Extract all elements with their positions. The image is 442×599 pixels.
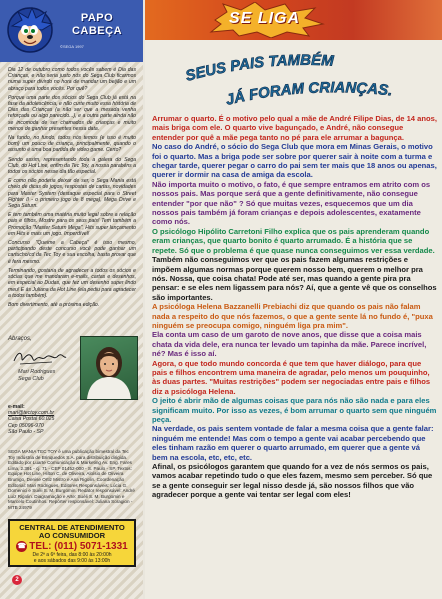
editorial-paragraph: E como não poderia deixar de ser, o Sega Mania está cheio de dicas de jogos, respostas de cartas, novidades para Master System (destaque especial para o Street Fighter II - o primeiro jogo de 8 mega), Mega Drive e Sega Saturn. [8, 178, 136, 210]
headline-line-1: SEUS PAIS TAMBÉM [183, 51, 335, 85]
page-number: 2 [12, 575, 22, 585]
signature-block [18, 369, 55, 382]
closing-text: Abraços, [8, 336, 32, 342]
signature-name: Mari Rodrigues [18, 369, 56, 375]
central-title [10, 524, 134, 540]
copyright-text: ©SEGA 1997 [60, 44, 84, 49]
address-line: São Paulo - SP [8, 428, 44, 435]
central-atendimento-box [8, 519, 136, 567]
address-line: Caixa Postal 60.025 [8, 416, 55, 423]
papo-cabeca-title [58, 12, 136, 38]
title-line-1: PAPO [80, 12, 114, 24]
editorial-paragraph: E tem também uma matéria muito legal sobre a relação pais e filhos. Mostre para os seus pais! Tem também a Promoção "Master Saturn Mega", Hits super lançamento em Hits e mais um jogo. Imperdível! [8, 212, 136, 237]
article-paragraph: O jeito é abrir mão de algumas coisas que para nós não são nada e para eles significam muito. Por isso as vezes, é bom arrumar o quarto sem que ninguém peça. [152, 396, 437, 424]
editorial-paragraph: Na fundo, no fundo, todos nós temos (e isso é muito bom) um pouco de criança, principalmente, quando o assunto é uma boa partida de video game. Certo? [8, 135, 136, 154]
title-line-2: CABEÇA [71, 25, 123, 37]
sonic-mascot-icon [6, 6, 54, 54]
address-line: Cep 05096-970 [8, 422, 44, 429]
section-title: SE LIGA [229, 10, 301, 27]
editorial-paragraph: Concurso "Queime a Cabeça" é isso mesmo, participando deste concurso você pode ganhar um cartucho/cd da Tec Toy e sua escolha, basta provar que é fera mesmo. [8, 240, 136, 265]
editorial-paragraph: Terminando, gostaria de agradecer a todos os sócios e sócias que me mandaram e-mails, cartas e desenhos, em especial ao Dudas, que fez um desenho super lindo meu! E às Juliana da Hot Line (ela pediu para agradecer a todos também). [8, 267, 136, 299]
phone-number[interactable]: TEL: (011) 5071-1331 [29, 541, 128, 553]
editorial-paragraph: Porque uma parte dos sócios do Sega Club já está na fase da adolescência, e não curte muito essa história de Dias das Crianças (a não ser que a mesada venha reforçada ou algo parecido...), e a outra parte ainda não se incomoda de ser chamados de crianças e muito menos de ganhar presentes nessa data. [8, 94, 136, 132]
article-paragraph: A psicóloga Helena Bazzanelli Prebiachi diz que quando os pais não falam nada a respeito do que nós fazemos, o que a gente sente lá no fundo é, "puxa ninguém se preocupa comigo, ninguém liga pra mim". [152, 302, 433, 330]
email-label: e-mail: [8, 404, 25, 410]
article-paragraph: Agora, o que todo mundo concorda é que tem que haver diálogo, para que pais e filhos encontrem uma maneira de agradar, pelo menos um pouquinho, às duas partes. "Muitas restrições" podem ser negociadas entre pais e filhos diz a psicóloga Helena. [152, 358, 431, 396]
article-paragraph: Ela conta um caso de um garoto de nove anos, que disse que a coisa mais chata da vida dele, era nunca ter levado um tapinha da mãe. Parece incrível, né? Mas é isso aí. [152, 330, 427, 359]
contact-block [8, 404, 54, 435]
central-hours-2: e aos sábados das 9:00 às 13:00h [33, 558, 111, 565]
article-paragraph: O psicólogo Hipólito Carretoni Filho explica que os pais aprenderam quando eram crianças, que quarto bonito é quarto arrumado. É a história que se repete. Só que o problema é que quase nunca conseguimos ver essa verdade. [152, 226, 435, 255]
article-headline [157, 47, 437, 113]
editorial-paragraph: Dia 12 de outubro como todos vocês sabem é Dia das Crianças, e não seria justo nós do Sega Club ficarmos numa super divirdo no hora de mandar um beijão e um abraço para todos vocês. Por quê? [8, 67, 136, 92]
signature-org: Sega Club [18, 375, 44, 382]
se-liga-article [145, 0, 442, 599]
author-photo [80, 336, 138, 400]
publication-credits: SEGA MANIA TEC TOY é uma publicação bimestral da Tec Toy Indústria de Brinquedos S.A. para distribuição dirigida. Editado por Luarte Comunicação & Marketing Av. Eng. Fares Lima, 2.391 - cj. 71 - CEP 01452-000 - S. Paulo - SP. Textos: Equipe Hot Line, Hilton C. de Oliveira, Aloísio de Oliveira Brumgo, Denise Ortiz Mistro e Ana Rigolin. Coordenação Editorial: Mari Rodrigues. Editores Responsáveis: Lúcia G. Domenici e Suéli S. M. Burgomin. Redator responsável: André Luiz Rigolin. Diagramação e Arte: Suéli S. M. Burgomin e Marcelo Coutinhos. Repórter responsável: Juliana Soragion - MTB 24979 [8, 449, 135, 510]
article-paragraph: No caso do André, o sócio do Sega Club que mora em Minas Gerais, o motivo foi o quarto. Mas a briga pode ser sobre por querer sair à noite com a turma e chegar tarde, querer pegar o carro do pai sem ter mais que 18 anos ou apenas, querer ir dormir na casa de amiga da escola. [152, 142, 437, 180]
headline-line-2: JÁ FORAM CRIANÇAS. [224, 79, 394, 109]
editorial-paragraph: Bom divertimento, até a próxima edição. [8, 301, 100, 308]
central-phone [10, 541, 134, 552]
svg-text:JÁ FORAM CRIANÇAS. [224, 79, 393, 109]
editorial-text [8, 67, 136, 311]
se-liga-banner [145, 0, 442, 40]
article-paragraph: Arrumar o quarto. É o motivo pelo qual a mãe de André Filipe Dias, de 14 anos, mais briga com ele. O quarto vive bagunçado, e André, não consegue entender por quê a mãe pega tanto no pé para ele arrumar a bagunça. [152, 114, 437, 142]
article-paragraph: Não importa muito o motivo, o fato, é que sempre entramos em atrito com os nossos pais. Mas porque será que a gente definitivamente, não consegue entender "por que não" ? Só que muitas vezes, esquecemos que um dia nossos pais também já foram crianças e depois adolescentes, exatamente como nós. [152, 179, 431, 227]
email-address[interactable]: mari@tectoy.com.br [8, 410, 55, 417]
article-paragraph: Também não conseguimos ver que os pais fazem algumas restrições e impõem algumas normas porque querem nosso bem, querem o melhor pra nós. Nossa, que coisa chata! Pode até ser, mas quando a gente pira pra pensar: e se eles nem ligassem para nós? Aí, que a gente vê que os conselhos são importantes. [152, 255, 437, 302]
article-paragraph: Afinal, os psicólogos garantem que quando for a vez de nós sermos os pais, vamos acabar repetindo tudo o que eles fazem, mesmo sem perceber. Só que se a gente conseguir ser legal nisso desde já, são nossos filhos que vão agradecer porque a gente vai tentar ser legal com eles! [152, 462, 433, 500]
papo-cabeca-header [0, 0, 143, 62]
phone-icon: ☎ [17, 543, 27, 550]
central-title-line-1: CENTRAL DE ATENDIMENTO [19, 523, 125, 532]
article-paragraph: Na verdade, os pais sentem vontade de falar a mesma coisa que a gente falar: ninguém me entende! Mas com o tempo a gente vai acabar percebendo que eles tinham razão em querer o quarto arrumado, em querer que a gente vá bem na escola, etc, etc, etc. [152, 424, 434, 462]
handwritten-signature [12, 347, 68, 367]
editorial-paragraph: Sendo assim, representando toda a galera do Sega Club, do Hot Line, enfim da Tec Toy, a nossa parabéns a todos os sócios nesse dia tão especial. [8, 156, 136, 176]
article-body [152, 114, 437, 500]
central-hours-1: De 2ª a 6ª feira, das 8:00 às 20:00h [32, 552, 112, 559]
editorial-column [0, 0, 143, 599]
central-title-line-2: AO CONSUMIDOR [38, 531, 106, 540]
